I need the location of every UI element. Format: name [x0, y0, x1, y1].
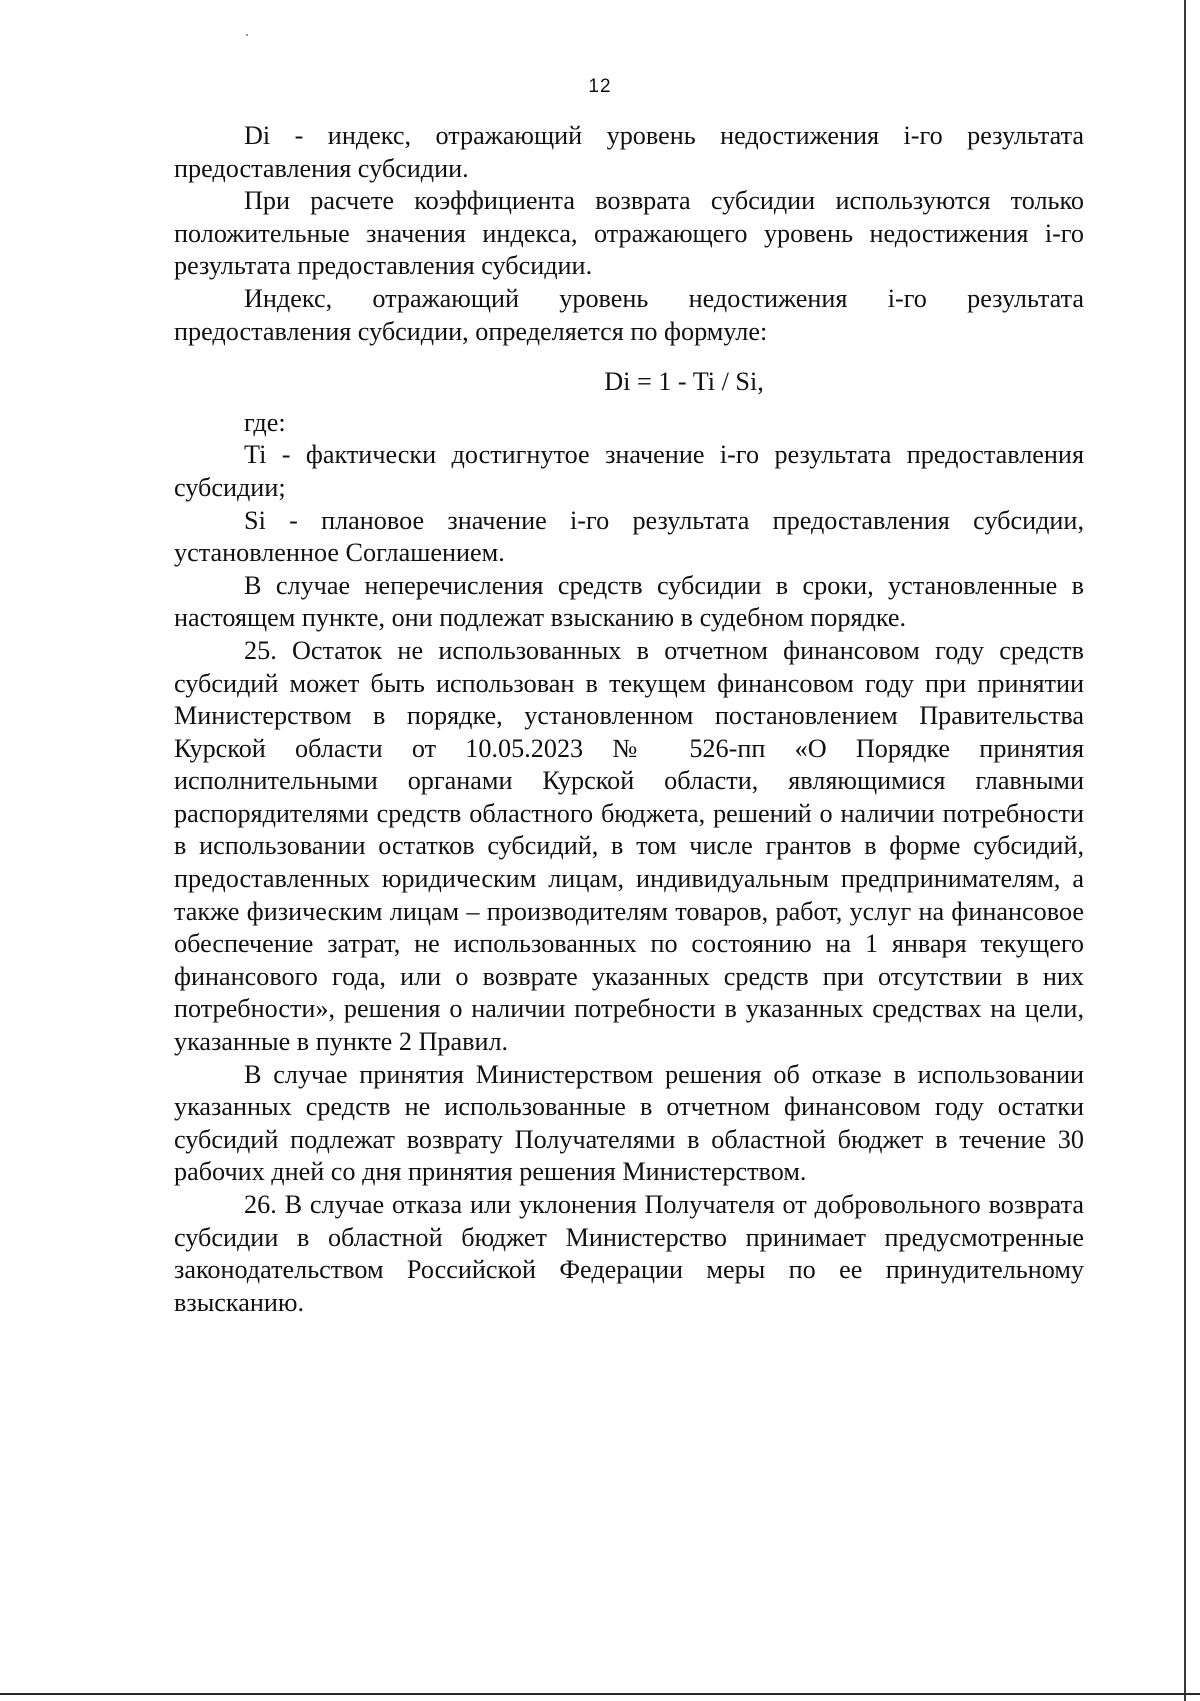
- document-body: [174, 120, 1084, 1319]
- paragraph-return-coefficient: При расчете коэффициента возврата субсидии используются только положительные значения индекса, отражающего уровень недостижения i-го результата предоставления субсидии.: [174, 186, 1084, 281]
- paragraph-court-recovery: В случае неперечисления средств субсидии в сроки, установленные в настоящем пункте, они подлежат взысканию в судебном порядке.: [174, 570, 1084, 633]
- paragraph-26-enforcement: 26. В случае отказа или уклонения Получателя от добровольного возврата субсидии в областной бюджет Министерство принимает предусмотренные законодательством Российской Федерации меры по ее принудительному взысканию.: [174, 1190, 1084, 1317]
- paragraph-25-remainder: 25. Остаток не использованных в отчетном финансовом году средств субсидий может быть использован в текущем финансовом году при принятии Министерством в порядке, установленном постановлением Правительства Курской области от 10.05.2023 № 526-пп «О Порядке принятия исполнительными органами Курской области, являющимися главными распорядителями средств областного бюджета, решений о наличии потребности в использовании остатков субсидий, в том числе грантов в форме субсидий, предоставленных юридическим лицам, индивидуальным предпринимателям, а также физическим лицам – производителям товаров, работ, услуг на финансовое обеспечение затрат, не использованных по состоянию на 1 января текущего финансового года, или о возврате указанных средств при отсутствии в них потребности», решения о наличии потребности в указанных средствах на цели, указанные в пункте 2 Правил.: [174, 635, 1084, 1057]
- paragraph-where: где:: [244, 407, 286, 437]
- scan-edge-right: [1184, 0, 1186, 1701]
- page-number: 12: [588, 76, 612, 97]
- formula: Di = 1 - Ti / Si,: [604, 367, 764, 397]
- paragraph-si-definition: Si - плановое значение i-го результата предоставления субсидии, установленное Соглашением.: [174, 505, 1084, 568]
- scan-edge-bottom: [0, 1693, 1200, 1695]
- paragraph-di-definition: Di - индекс, отражающий уровень недостижения i-го результата предоставления субсидии.: [174, 121, 1084, 183]
- paragraph-ti-definition: Ti - фактически достигнутое значение i-го результата предоставления субсидии;: [174, 440, 1084, 502]
- scan-speck: [246, 34, 248, 36]
- paragraph-refusal-return: В случае принятия Министерством решения об отказе в использовании указанных средств не использованные в отчетном финансовом году остатки субсидий подлежат возврату Получателями в областной бюджет в течение 30 рабочих дней со дня принятия решения Министерством.: [174, 1059, 1084, 1187]
- paragraph-index-formula-intro: Индекс, отражающий уровень недостижения i-го результата предоставления субсидии, определяется по формуле:: [174, 283, 1084, 346]
